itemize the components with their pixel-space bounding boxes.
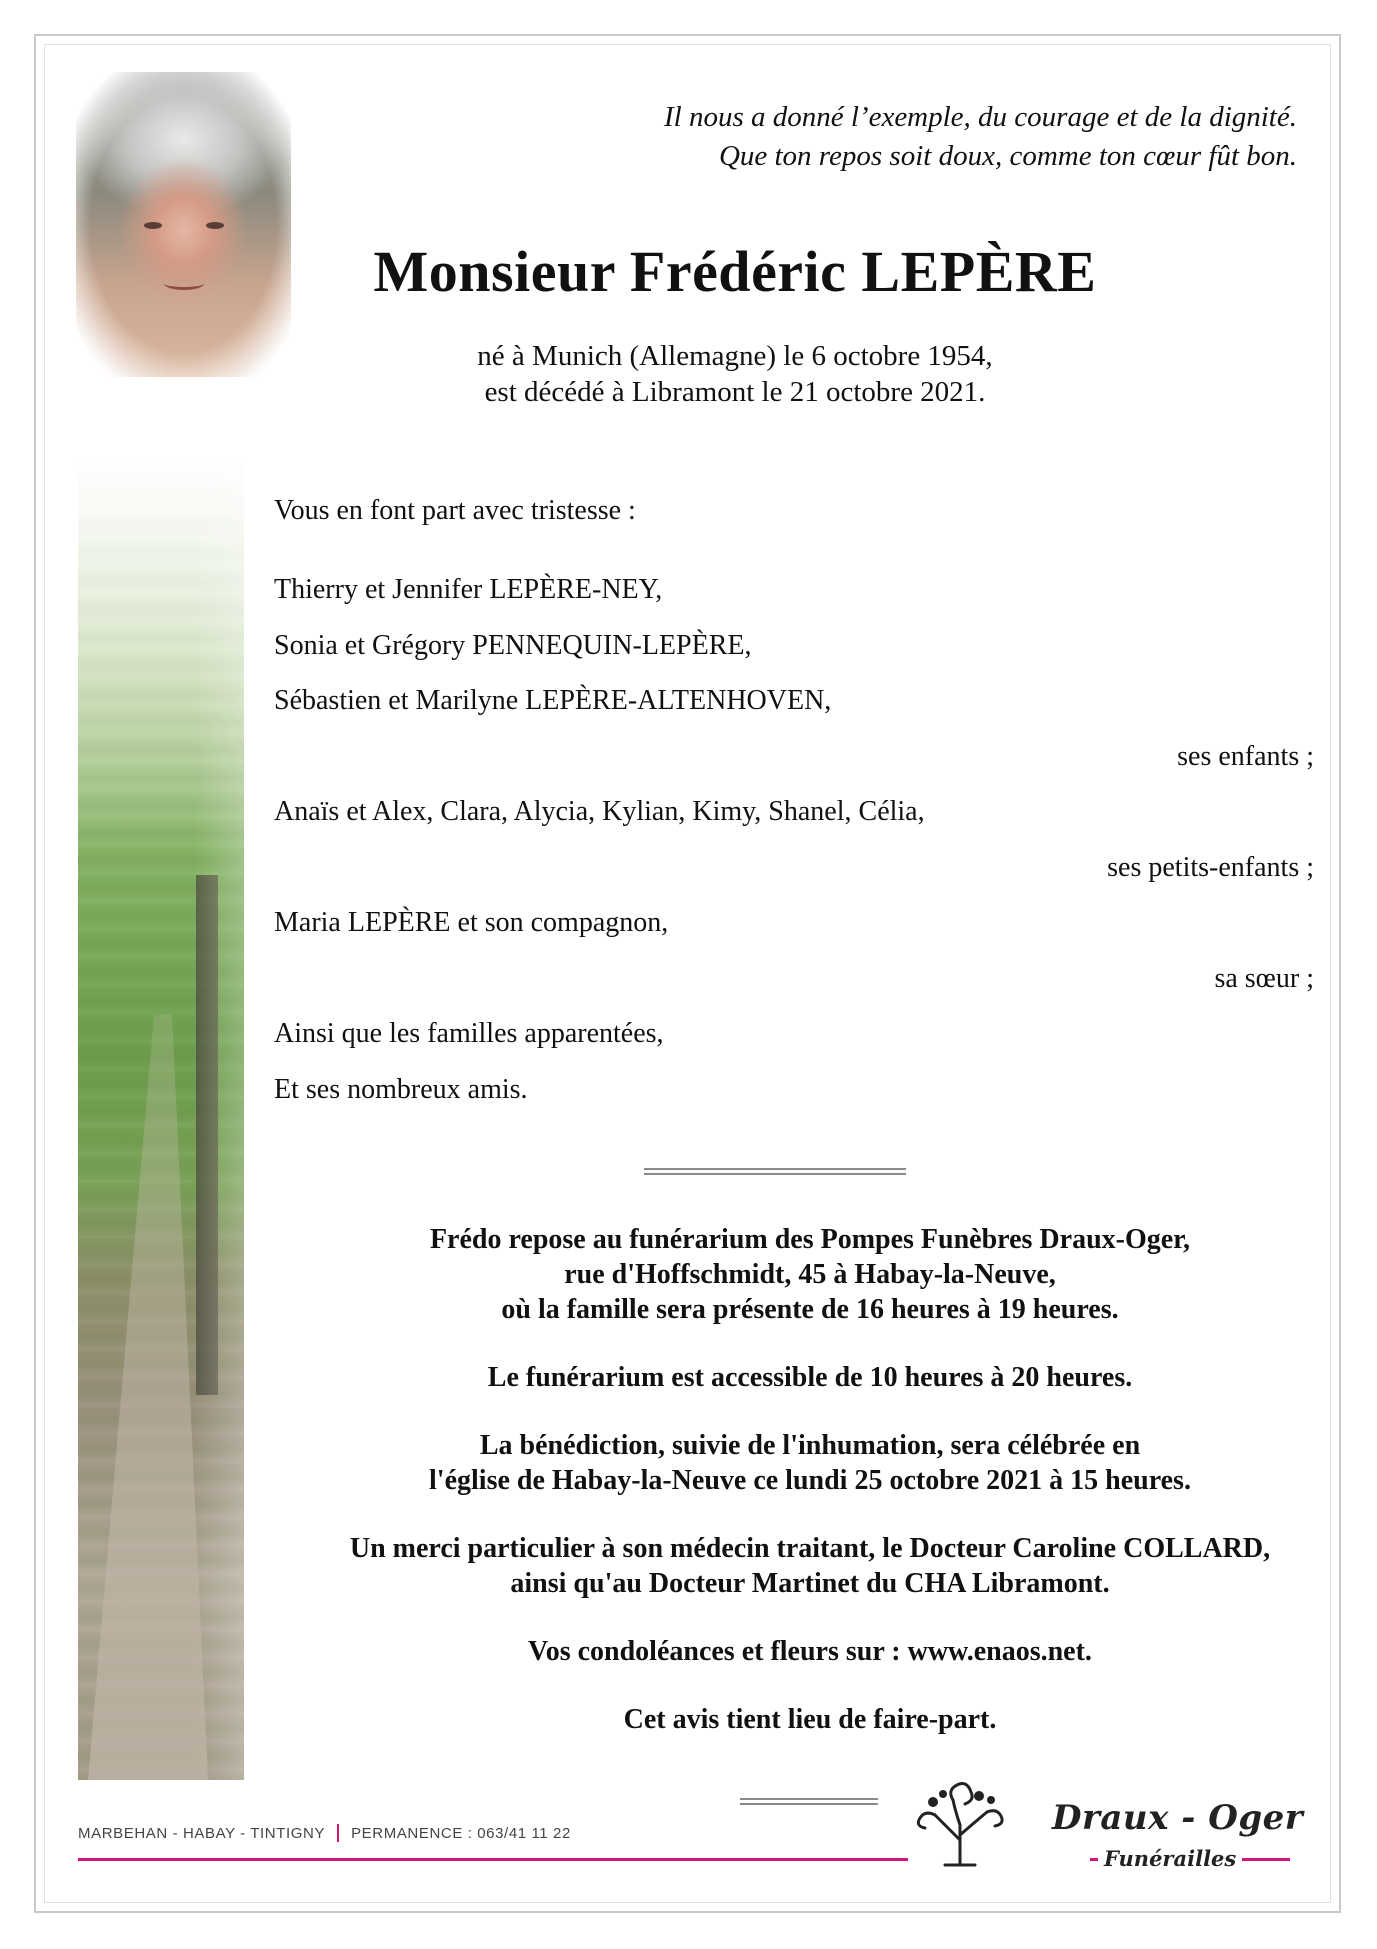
family-relation: sa sœur ; (1214, 962, 1314, 994)
family-relation: ses enfants ; (1177, 740, 1314, 772)
info-line: rue d'Hoffschmidt, 45 à Habay-la-Neuve, (564, 1259, 1056, 1290)
tree-trunk (196, 875, 218, 1395)
info-paragraph-thanks (290, 1531, 1330, 1601)
info-paragraph-hours (290, 1360, 1330, 1395)
footer-locations: MARBEHAN - HABAY - TINTIGNY (78, 1824, 326, 1842)
info-line: où la famille sera présente de 16 heures à 19 heures. (501, 1294, 1119, 1325)
announcement-intro: Vous en font part avec tristesse : (274, 495, 636, 526)
birth-line: né à Munich (Allemagne) le 6 octobre 1954, (477, 340, 993, 372)
footer-separator (337, 1824, 339, 1842)
info-paragraph-funerarium (290, 1222, 1330, 1327)
family-list (274, 570, 1314, 1125)
section-divider (644, 1168, 906, 1175)
motto-line-1: Il nous a donné l’exemple, du courage et de la dignité. (663, 101, 1297, 133)
condolences-line[interactable]: Vos condoléances et fleurs sur : www.enaos.net. (528, 1636, 1092, 1667)
info-line: l'église de Habay-la-Neuve ce lundi 25 octobre 2021 à 15 heures. (429, 1465, 1191, 1496)
motto-line-2: Que ton repos soit doux, comme ton cœur fût bon. (718, 140, 1297, 172)
forest-path (88, 1015, 208, 1780)
life-dates (320, 338, 1150, 410)
brand-name: Draux - Oger (1052, 1798, 1304, 1838)
footer-contact (78, 1824, 571, 1842)
info-paragraph-notice (290, 1702, 1330, 1737)
info-line: Cet avis tient lieu de faire-part. (623, 1704, 997, 1735)
brand-subtitle: Funérailles (1098, 1846, 1242, 1871)
deceased-name-title: Monsieur Frédéric LEPÈRE (373, 239, 1097, 304)
family-line: Ainsi que les familles apparentées, (274, 1018, 664, 1049)
info-paragraph-condolences (290, 1634, 1330, 1669)
info-line: Un merci particulier à son médecin traitant, le Docteur Caroline COLLARD, (349, 1533, 1271, 1564)
deceased-portrait-photo (76, 72, 291, 377)
family-line: Et ses nombreux amis. (274, 1073, 528, 1105)
motto (497, 98, 1297, 176)
info-line: Le funérarium est accessible de 10 heures à 20 heures. (487, 1362, 1133, 1393)
info-line: Frédo repose au funérarium des Pompes Funèbres Draux-Oger, (429, 1224, 1191, 1255)
footer-accent-line (78, 1858, 908, 1861)
info-line: La bénédiction, suivie de l'inhumation, sera célébrée en (479, 1430, 1141, 1461)
footer-permanence: PERMANENCE : 063/41 11 22 (351, 1824, 571, 1842)
family-line: Sonia et Grégory PENNEQUIN-LEPÈRE, (274, 629, 752, 661)
info-paragraph-ceremony (290, 1428, 1330, 1498)
forest-path-image (78, 455, 244, 1780)
family-line: Anaïs et Alex, Clara, Alycia, Kylian, Kimy, Shanel, Célia, (274, 796, 925, 827)
portrait-mouth (164, 277, 204, 290)
tree-logo-icon (905, 1770, 1015, 1870)
funeral-info (290, 1222, 1330, 1770)
family-line: Maria LEPÈRE et son compagnon, (274, 907, 669, 938)
footer-divider (740, 1798, 878, 1805)
family-relation: ses petits-enfants ; (1107, 851, 1314, 883)
family-line: Thierry et Jennifer LEPÈRE-NEY, (274, 574, 663, 605)
family-line: Sébastien et Marilyne LEPÈRE-ALTENHOVEN, (274, 685, 832, 716)
death-line: est décédé à Libramont le 21 octobre 2021. (484, 376, 986, 408)
info-line: ainsi qu'au Docteur Martinet du CHA Libramont. (510, 1568, 1110, 1599)
portrait-eyes (144, 222, 224, 232)
